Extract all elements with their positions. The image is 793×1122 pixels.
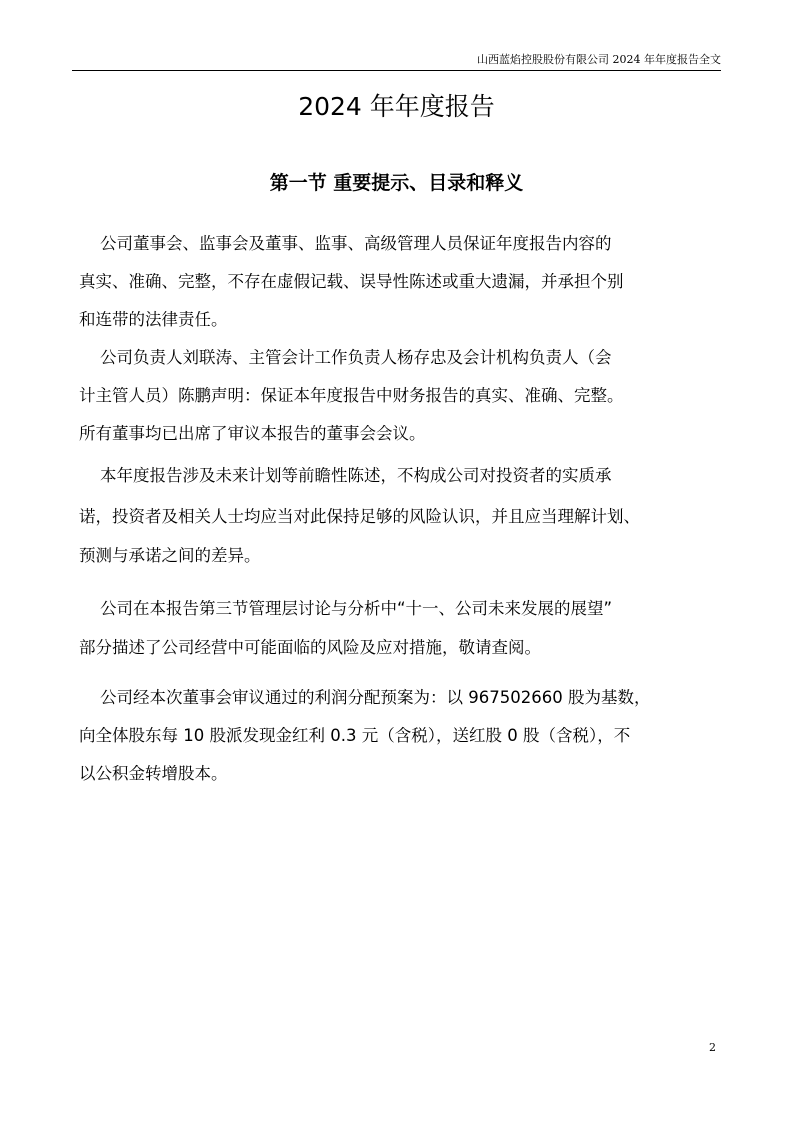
paragraph-line: 本年度报告涉及未来计划等前瞻性陈述，不构成公司对投资者的实质承 <box>79 466 612 485</box>
paragraph-line: 真实、准确、完整，不存在虚假记载、误导性陈述或重大遗漏，并承担个别 <box>79 272 624 291</box>
paragraph-line: 公司负责人刘联涛、主管会计工作负责人杨存忠及会计机构负责人（会 <box>79 348 612 367</box>
paragraph-line: 和连带的法律责任。 <box>79 310 228 329</box>
running-header: 山西蓝焰控股股份有限公司 2024 年年度报告全文 <box>477 53 721 66</box>
page-number: 2 <box>709 1041 716 1054</box>
paragraph-line: 以公积金转增股本。 <box>79 764 228 783</box>
paragraph-line: 公司董事会、监事会及董事、监事、高级管理人员保证年度报告内容的 <box>79 234 612 253</box>
paragraph-line: 计主管人员）陈鹏声明：保证本年度报告中财务报告的真实、准确、完整。 <box>79 386 624 405</box>
paragraph-line: 部分描述了公司经营中可能面临的风险及应对措施，敬请查阅。 <box>79 638 541 657</box>
paragraph-line: 所有董事均已出席了审议本报告的董事会会议。 <box>79 424 426 443</box>
paragraph-line: 向全体股东每 10 股派发现金红利 0.3 元（含税），送红股 0 股（含税），不 <box>79 726 631 745</box>
document-title: 2024 年年度报告 <box>298 92 495 121</box>
paragraph-line: 公司经本次董事会审议通过的利润分配预案为：以 967502660 股为基数， <box>79 688 651 707</box>
paragraph-line: 预测与承诺之间的差异。 <box>79 546 261 565</box>
paragraph-line: 诺，投资者及相关人士均应当对此保持足够的风险认识，并且应当理解计划、 <box>79 507 640 526</box>
section-title: 第一节 重要提示、目录和释义 <box>269 172 524 194</box>
header-divider <box>72 70 721 71</box>
paragraph-line: 公司在本报告第三节管理层讨论与分析中“十一、公司未来发展的展望” <box>79 599 613 618</box>
